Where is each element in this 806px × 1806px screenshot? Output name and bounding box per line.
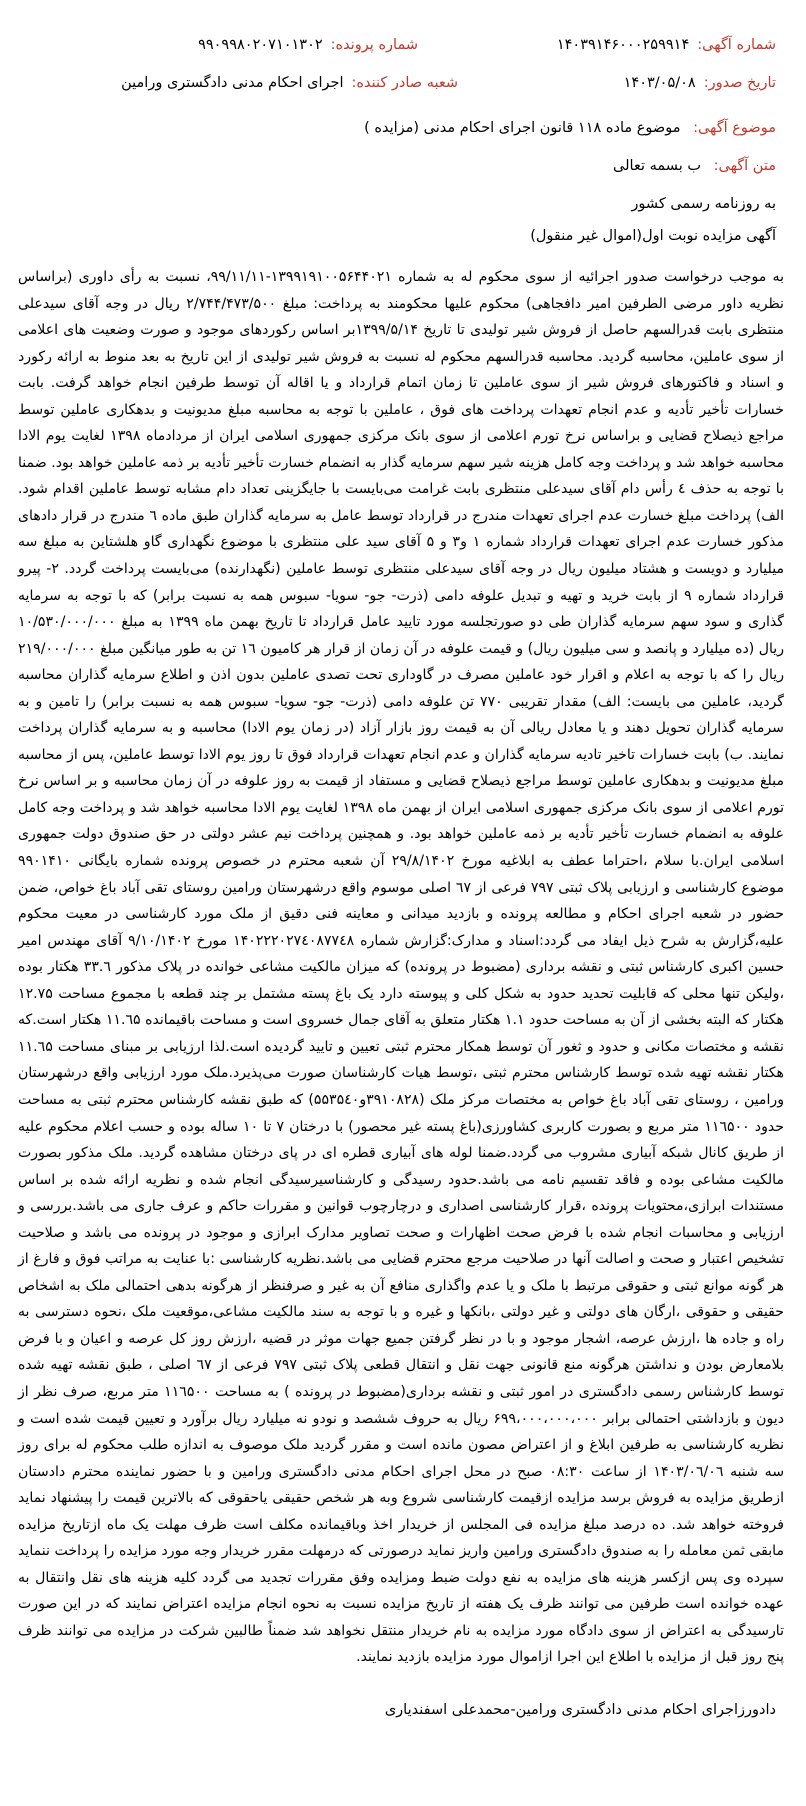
main-text: به موجب درخواست صدور اجرائیه از سوی محکوم له به شماره ۱۳۹۹۱۹۱۰۰۵۶۴۴۰۲۱-۹۹/۱۱/۱۱، نسبت به رأی داوری (براساس نظریه داور مرضی الطرفین امیر دافجاهی) محکوم علیها محکومند به پرداخت: مبلغ ۲/۷۴۴/۴۷۳/۵۰۰ ریال در وجه آقای سیدعلی منتظری بابت قدرالسهم حاصل از فروش شیر تولیدی تا تاریخ ۱۳۹۹/۵/۱۴بر اساس رکوردهای موجود و صورت وضعیت های اعلامی از سوی عاملین، محاسبه گردید. محاسبه قدرالسهم محکوم له نسبت به فروش شیر تولیدی از این تاریخ به بعد منوط به ارائه رکورد و اسناد و فاکتورهای فروش شیر از سوی عاملین تا زمان اتمام قرارداد و یا اقاله آن توسط طرفین انجام خواهد گرفت. بابت خسارات تأخیر تأدیه و عدم انجام تعهدات پرداخت های فوق ، عاملین با توجه به محاسبه مبلغ مدیونیت و بدهکاری عاملین توسط مراجع ذیصلاح قضایی و براساس نرخ تورم اعلامی از سوی بانک مرکزی جمهوری اسلامی ایران از مردادماه ۱۳۹۸ لغایت یوم الادا محاسبه خواهد شد و پرداخت وجه کامل هزینه شیر سهم سرمایه گذار به انضمام خسارت تأخیر تأدیه بر ذمه عاملین خواهد بود. ضمنا با توجه به حذف ٤ رأس دام آقای سیدعلی منتظری بابت غرامت می‌بایست با جایگزینی تعداد دام مشابه توسط عاملین اقدام شود. الف) پرداخت مبلغ خسارت عدم اجرای تعهدات مندرج در قرارداد توسط عامل به سرمایه گذاران طبق ماده ٦ مندرج در قرار دادهای مذکور خسارت عدم اجرای تعهدات قرارداد شماره ۱ و۳ و ۵ آقای سید علی منتظری با موضوع نگهداری گاو هلشتاین به مبلغ سه میلیارد و دویست و هشتاد میلیون ریال در وجه آقای سیدعلی منتظری توسط عاملین (نگهدارنده) می‌بایست پرداخت گردد. ۲- پیرو قرارداد شماره ۹ از بابت خرید و تهیه و تبدیل علوفه دامی (ذرت- جو- سویا- سبوس همه به نسبت برابر) که با توجه به سرمایه گذاری و سود سهم سرمایه گذاران طی دو صورتجلسه مورد تایید عامل قرارداد تا تاریخ بهمن ماه ۱۳۹۹ به مبلغ ۱۰/۵۳۰/۰۰۰/۰۰۰ ریال (ده میلیارد و پانصد و سی میلیون ریال) و قیمت علوفه در آن زمان از قرار هر کامیون ۱٦ تن به طور میانگین مبلغ ۲۱۹/۰۰۰/۰۰۰ ریال را که با توجه به اعلام و اقرار خود عاملین مصرف در گاوداری تحت تصدی عاملین بدون اذن و اطلاع سرمایه گذاران محاسبه گردید، عاملین می بایست: الف) مقدار تقریبی ۷۷۰ تن علوفه دامی (ذرت- جو- سویا- سبوس همه به نسبت برابر) را تامین و به سرمایه گذاران تحویل دهند و یا معادل ریالی آن به قیمت روز بازار آزاد (در زمان یوم الادا) محاسبه و به سرمایه گذاران پرداخت نمایند. ب) بابت خسارات تاخیر تادیه سرمایه گذاران و عدم انجام تعهدات قرارداد فوق تا روز یوم الادا توسط عاملین، پس از محاسبه مبلغ مدیونیت و بدهکاری عاملین توسط مراجع ذیصلاح قضایی و مستفاد از قیمت به روز علوفه در آن زمان محاسبه و بر اساس نرخ تورم اعلامی از سوی بانک مرکزی جمهوری اسلامی ایران از بهمن ماه ۱۳۹۸ لغایت یوم الادا محاسبه خواهد شد و پرداخت وجه کامل علوفه به انضمام خسارت تأخیر تأدیه بر ذمه عاملین خواهد بود. و همچنین پرداخت نیم عشر دولتی در حق صندوق دولت جمهوری اسلامی ایران.با سلام ،احتراما عطف به ابلاغیه مورخ ۲۹/۸/۱۴۰۲ آن شعبه محترم در خصوص پرونده شماره بایگانی ۹۹۰۱۴۱۰ موضوع کارشناسی و ارزیابی پلاک ثبتی ۷۹۷ فرعی از ٦۷ اصلی موسوم واقع درشهرستان ورامین روستای تقی آباد باغ خواص، ضمن حضور در شعبه اجرای احکام و مطالعه پرونده و بازدید میدانی و معاینه فنی دقیق از ملک مورد کارشناسی در معیت محکوم علیه،گزارش به شرح ذیل ایفاد می گردد:اسناد و مدارک:گزارش شماره ۱۴۰۲۲۲۰۲۷٤۰۸۷۷٤۸ مورخ ۹/۱۰/۱۴۰۲ آقای مهندس امیر حسین اکبری کارشناس ثبتی و نقشه برداری (مضبوط در پرونده) که میزان مالکیت مشاعی خوانده در پلاک مذکور ۳۳.٦ هکتار بوده ،ولیکن تنها محلی که قابلیت تحدید حدود به شکل کلی و پیوسته دارد یک باغ پسته مشتمل بر چند قطعه با مجموع مساحت ۱۲.۷۵ هکتار که البته بخشی از آن به مساحت حدود ۱.۱ هکتار متعلق به آقای جمال خسروی است و مساحت باقیمانده ۱۱.٦۵ هکتار است.که نقشه و مختصات مکانی و حدود و ثغور آن توسط همکار محترم ثبتی تعیین و تایید گردیده است.لذا ارزیابی بر مبنای مساحت ۱۱.٦۵ هکتار نقشه تهیه شده توسط کارشناس محترم ثبتی ،توسط هیات کارشناسان صورت می‌پذیرد.ملک مورد ارزیابی واقع درشهرستان ورامین ، روستای تقی آباد باغ خواص به مختصات مرکز ملک (۳۹۱۰۸۲۸و۵۵۳۵٤۰) که طبق نقشه کارشناس محترم ثبتی به مساحت حدود ۱۱٦۵۰۰ متر مربع و بصورت کاربری کشاورزی(باغ پسته غیر محصور) با درختان ۷ تا ۱۰ ساله بوده و حسب اعلام محکوم علیه از طریق کانال شبکه آبیاری مشروب می گردد.ضمنا لوله های آبیاری قطره ای در پای درختان مشاهده گردید. ملک مذکور بصورت مالکیت مشاعی بوده و فاقد تقسیم نامه می باشد.حدود رسیدگی و کارشناسیرسیدگی انجام شده و نظریه ارائه شده بر اساس مستندات ابرازی،محتویات پرونده ،قرار کارشناسی اصداری و درچارچوب قوانین و مقررات حاکم و عرف جاری می باشد.بررسی و ارزیابی و محاسبات انجام شده با فرض صحت اظهارات و صحت تصاویر مدارک ابرازی و موجود در پرونده می باشد و صلاحیت تشخیص اعتبار و صحت و اصالت آنها در صلاحیت مرجع محترم قضایی می باشد.نظریه کارشناسی :با عنایت به مراتب فوق و فارغ از هر گونه موانع ثبتی و حقوقی مرتبط با ملک و یا عدم واگذاری منافع آن به غیر و صرفنظر از هرگونه بدهی احتمالی ملک به اشخاص حقیقی و حقوقی ،ارگان های دولتی و غیر دولتی ،بانکها و غیره و با توجه به سند مالکیت مشاعی،موقعیت ملک ،نحوه دسترسی به راه و جاده ها ،ارزش عرصه، اشجار موجود و با در نظر گرفتن جمیع جهات موثر در قضیه ،ارزش روز کل عرصه و اعیان و با فرض بلامعارض بودن و نداشتن هرگونه منع قانونی جهت نقل و انتقال قطعی پلاک ثبتی ۷۹۷ فرعی از ٦۷ اصلی ، طبق نقشه تهیه شده توسط کارشناس رسمی دادگستری در امور ثبتی و نقشه برداری(مضبوط در پرونده ) به مساحت ۱۱٦۵۰۰ متر مربع، صرف نظر از دیون و بازداشتی احتمالی برابر ۶۹۹،۰۰۰،۰۰۰،۰۰۰ ریال به حروف ششصد و نودو نه میلیارد ریال برآورد و تعیین قیمت شده است و نظریه کارشناسی به طرفین ابلاغ و از اعتراض مصون مانده است و مقرر گردید ملک موصوف به اندازه طلب محکوم له برای روز سه شنبه ۱۴۰۳/۰٦/۰٦ از ساعت ۰۸:۳۰ صبح در محل اجرای احکام مدنی دادگستری ورامین و با حضور نماینده محترم دادستان ازطریق مزایده به فروش برسد مزایده ازقیمت کارشناسی شروع وبه هر شخص حقیقی یاحقوقی که بالاترین قیمت را پیشنهاد نماید فروخته خواهد شد. ده درصد مبلغ مزایده فی المجلس از خریدار اخذ وباقیمانده مکلف است ظرف مهلت یک ماه ازتاریخ مزایده مابقی ثمن معامله را به صندوق دادگستری ورامین واریز نماید درصورتی که درمهلت مقرر خریدار وجه مورد مزایده را پرداخت ننماید سپرده وی پس ازکسر هزینه های مزایده به نفع دولت ضبط ومزایده وفق مقررات تجدید می گردد کلیه هزینه های نقل وانتقال به عهده خوانده است طرفین می توانند ظرف یک هفته از تاریخ مزایده نسبت به نحوه انجام مزایده اعتراض نمایند که در این صورت تارسیدگی به اعتراض از سوی دادگاه مورد مزایده به نام خریدار منتقل نخواهد شد ضمناً طالبین شرکت در مزایده می توانند ظرف پنج روز قبل از مزایده با اطلاع این اجرا ازاموال مورد مزایده بازدید نمایند. <box>18 269 785 1666</box>
issuer-label: شعبه صادر کننده: <box>351 75 458 91</box>
signature: دادورزاجرای احکام مدنی دادگستری ورامین-محمدعلی اسفندیاری <box>384 1702 776 1718</box>
issuer-value: اجرای احکام مدنی دادگستری ورامین <box>121 75 344 91</box>
subject-label: موضوع آگهی: <box>693 120 776 136</box>
body-label: متن آگهی: <box>713 158 776 174</box>
issue-date-label: تاریخ صدور: <box>703 75 776 91</box>
body-intro-value: ب بسمه تعالی <box>613 158 701 174</box>
file-number-row <box>198 37 418 53</box>
subject-value: موضوع ماده ۱۱۸ قانون اجرای احکام مدنی (مزایده ) <box>364 120 681 136</box>
issue-date-value: ۱۴۰۳/۰۵/۰۸ <box>623 75 696 91</box>
issue-date-row <box>624 75 776 91</box>
ad-number-label: شماره آگهی: <box>697 37 776 53</box>
file-number-value: ۹۹۰۹۹۸۰۲۰۷۱۰۱۳۰۲ <box>198 37 323 53</box>
subject-row <box>30 120 776 136</box>
newspaper-line: به روزنامه رسمی کشور <box>631 196 776 212</box>
body-intro-row <box>613 158 776 174</box>
ad-number-value: ۱۴۰۳۹۱۴۶۰۰۰۲۵۹۹۱۴ <box>556 37 690 53</box>
ad-number-row <box>557 37 776 53</box>
issuer-row <box>121 75 458 91</box>
file-number-label: شماره پرونده: <box>330 37 418 53</box>
auction-title: آگهی مزایده نوبت اول(اموال غیر منقول) <box>530 228 776 244</box>
